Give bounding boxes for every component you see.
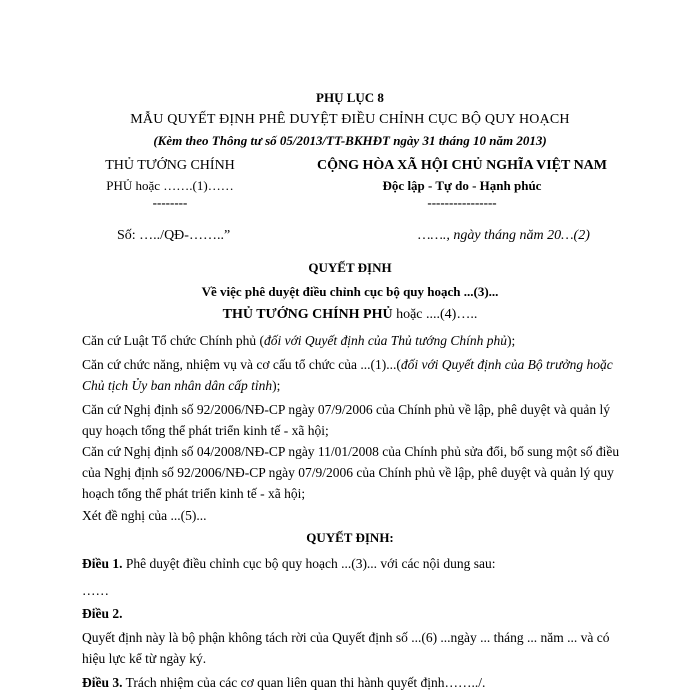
basis-4: Căn cứ Nghị định số 04/2008/NĐ-CP ngày 11/01/2008 của Chính phủ sửa đổi, bổ sung một số điều của Nghị định số 92/2006/NĐ-CP ngày 07/9/2006 của Chính phủ về lập, phê duyệt và quản lý quy hoạch tổng thể phát triển kinh tế - xã hội; [82,444,620,501]
article-3-label: Điều 3. [82,675,123,690]
article-1-text: Phê duyệt điều chỉnh cục bộ quy hoạch ...(3)... với các nội dung sau: [122,556,496,571]
issuer-divider: -------- [152,195,188,210]
basis-1-text: Căn cứ Luật Tổ chức Chính phủ ( [82,333,264,348]
article-2-label: Điều 2. [82,606,123,621]
document-subtitle: (Kèm theo Thông tư số 05/2013/TT-BKHĐT ngày 31 tháng 10 năm 2013) [153,133,547,148]
article-1-label: Điều 1. [82,556,123,571]
article-1-ellipsis: …… [82,583,109,598]
basis-3: Căn cứ Nghị định số 92/2006/NĐ-CP ngày 07/9/2006 của Chính phủ về lập, phê duyệt và quản lý quy hoạch tổng thể phát triển kinh tế - xã hội; [82,402,611,438]
issuer-line1: THỦ TƯỚNG CHÍNH [105,158,235,173]
document-title: MẪU QUYẾT ĐỊNH PHÊ DUYỆT ĐIỀU CHỈNH CỤC BỘ QUY HOẠCH [130,112,570,127]
national-divider: ---------------- [427,195,497,210]
decision-authority [0,307,700,323]
basis-1-end: ); [507,333,516,348]
decision-number: Số: …../QĐ-……..” [117,228,231,243]
authority-title: THỦ TƯỚNG CHÍNH PHỦ [222,307,393,322]
basis-5: Xét đề nghị của ...(5)... [82,508,207,523]
decision-heading: QUYẾT ĐỊNH [308,260,392,275]
decides-heading: QUYẾT ĐỊNH: [306,530,394,545]
national-title: CỘNG HÒA XÃ HỘI CHỦ NGHĨA VIỆT NAM [316,158,607,173]
basis-2-text: Căn cứ chức năng, nhiệm vụ và cơ cấu tổ chức của ...(1)...( [82,357,401,372]
national-motto: Độc lập - Tự do - Hạnh phúc [382,178,542,193]
authority-rest: hoặc ....(4)….. [392,307,478,322]
basis-2 [82,354,622,396]
issue-date: ……., ngày tháng năm 20…(2) [418,228,590,243]
basis-1-note: đối với Quyết định của Thủ tướng Chính phủ [263,333,507,348]
article-3 [82,672,622,693]
decision-about: Về việc phê duyệt điều chỉnh cục bộ quy hoạch ...(3)... [201,284,499,299]
article-3-text: Trách nhiệm của các cơ quan liên quan thi hành quyết định……../. [122,675,486,690]
appendix-label: PHỤ LỤC 8 [316,90,384,105]
basis-2-note: đối với Quyết định của Bộ trưởng hoặc Chủ tịch Ủy ban nhân dân cấp tỉnh [82,357,613,393]
issuer-line2: PHỦ hoặc …….(1)…… [106,178,234,193]
basis-2-end: ); [272,378,281,393]
article-1 [82,553,622,574]
basis-1 [82,330,622,351]
article-2-text: Quyết định này là bộ phận không tách rời của Quyết định số ...(6) ...ngày ... tháng ... năm ... và có hiệu lực kể từ ngày ký. [82,630,610,666]
